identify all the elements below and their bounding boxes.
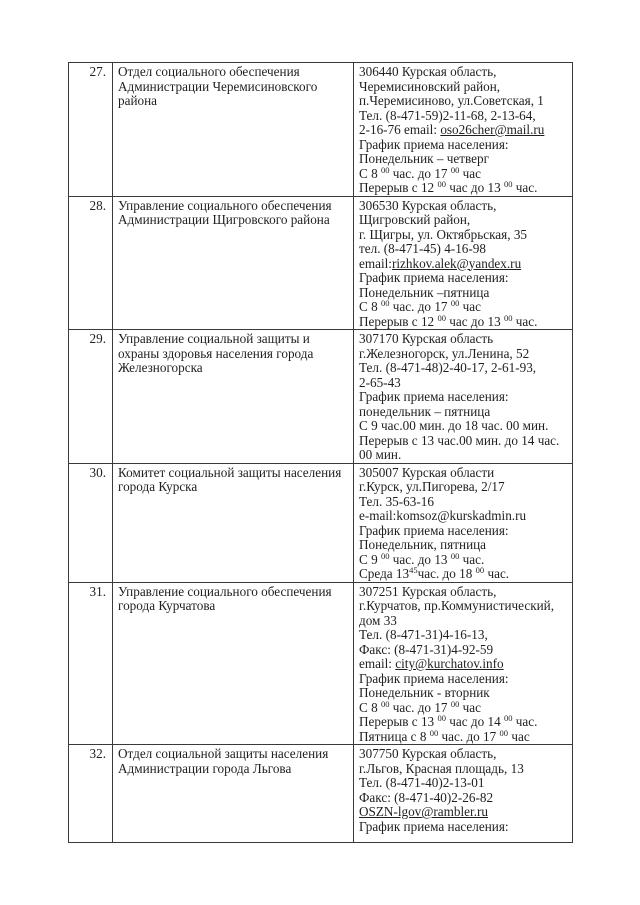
- contact-line: [359, 686, 569, 701]
- text-segment: График приема населения:: [359, 522, 509, 538]
- row-number: 32.: [69, 745, 113, 843]
- organization-name: [113, 196, 354, 330]
- contact-line: [359, 199, 569, 214]
- contact-line: [359, 599, 569, 614]
- contact-line: [359, 109, 569, 124]
- text-segment: час.: [512, 180, 538, 195]
- contact-line: [359, 524, 569, 539]
- contact-line: [359, 698, 569, 716]
- superscript-minutes: 00: [380, 164, 390, 175]
- organization-name-line: района: [118, 93, 158, 108]
- text-segment: дом 33: [359, 612, 397, 628]
- text-segment: Перерыв с 13: [359, 714, 438, 729]
- superscript-minutes: 00: [380, 550, 390, 561]
- contact-line: [359, 228, 569, 243]
- table-row: [69, 745, 573, 843]
- text-segment: Щигровский район,: [359, 212, 471, 227]
- row-number: 28.: [69, 196, 113, 330]
- text-segment: 306530 Курская область,: [359, 197, 497, 213]
- organization-name-line: Управление социальной защиты и: [118, 331, 310, 346]
- contact-line: [359, 376, 569, 391]
- contact-line: [359, 538, 569, 553]
- contact-line: [359, 567, 569, 582]
- text-segment: Среда 13: [359, 566, 410, 581]
- contact-line: [359, 715, 569, 730]
- contact-info: [354, 196, 573, 330]
- organization-name: [113, 63, 354, 197]
- contact-line: [359, 242, 569, 257]
- contact-line: [359, 80, 569, 95]
- contact-line: [359, 466, 569, 481]
- contact-line: [359, 257, 569, 272]
- email-link[interactable]: OSZN-lgov@rambler.ru: [359, 804, 488, 819]
- text-segment: С 8: [359, 299, 381, 314]
- contact-line: [359, 164, 569, 182]
- text-segment: С 9 час.00 мин. до 18 час. 00 мин.: [359, 418, 549, 433]
- text-segment: Тел. (8-471-40)2-13-01: [359, 775, 485, 790]
- contact-line: [359, 390, 569, 405]
- superscript-minutes: 00: [503, 179, 513, 189]
- text-segment: Понедельник –пятница: [359, 284, 490, 300]
- contact-line: [359, 300, 569, 315]
- text-segment: час: [459, 165, 481, 181]
- text-segment: График приема населения:: [359, 670, 509, 686]
- contact-line: [359, 213, 569, 228]
- contact-info: [354, 463, 573, 582]
- text-segment: График приема населения:: [359, 818, 509, 834]
- contact-line: [359, 495, 569, 510]
- organization-name-line: Комитет социальной защиты населения: [118, 464, 342, 480]
- text-segment: Понедельник, пятница: [359, 537, 487, 552]
- text-segment: Понедельник - вторник: [359, 685, 490, 700]
- contact-line: [359, 762, 569, 777]
- email-link[interactable]: oso26cher@mail.ru: [440, 122, 545, 137]
- contact-line: [359, 791, 569, 806]
- organization-name-line: Администрации Черемисиновского: [118, 78, 318, 94]
- contact-line: [359, 138, 569, 153]
- text-segment: час. до 17: [389, 165, 451, 181]
- text-segment: 305007 Курская области: [359, 464, 495, 480]
- table-row: [69, 330, 573, 464]
- text-segment: тел. (8-471-45) 4-16-98: [359, 241, 486, 256]
- contact-line: [359, 776, 569, 791]
- table-row: [69, 582, 573, 745]
- text-segment: Тел. (8-471-59)2-11-68, 2-13-64,: [359, 107, 536, 123]
- organization-name-line: Управление социального обеспечения: [118, 583, 332, 599]
- text-segment: г. Щигры, ул. Октябрьская, 35: [359, 226, 528, 242]
- contact-line: [359, 434, 569, 449]
- text-segment: С 8: [359, 699, 381, 715]
- organization-name: [113, 330, 354, 464]
- contact-line: [359, 347, 569, 362]
- table-row: [69, 463, 573, 582]
- row-number: 27.: [69, 63, 113, 197]
- text-segment: час.: [512, 313, 538, 329]
- contact-line: [359, 181, 569, 196]
- organization-name-line: Администрации Щигровского района: [118, 212, 330, 227]
- text-segment: 2-65-43: [359, 374, 401, 390]
- text-segment: Перерыв с 12: [359, 313, 438, 329]
- text-segment: Тел. (8-471-31)4-16-13,: [359, 627, 488, 642]
- text-segment: Черемисиновский район,: [359, 78, 501, 94]
- text-segment: Факс: (8-471-40)2-26-82: [359, 789, 494, 805]
- superscript-minutes: 00: [437, 179, 446, 189]
- superscript-minutes: 00: [450, 164, 460, 175]
- organization-name: [113, 582, 354, 745]
- superscript-minutes: 00: [450, 698, 460, 709]
- text-segment: График приема населения:: [359, 270, 509, 285]
- contact-line: [359, 448, 569, 463]
- text-segment: 307170 Курская область: [359, 331, 494, 346]
- organization-name: [113, 745, 354, 843]
- text-segment: час.: [512, 714, 538, 729]
- superscript-minutes: 00: [380, 698, 390, 709]
- superscript-minutes: 00: [437, 713, 446, 723]
- text-segment: час до 13: [445, 180, 504, 195]
- text-segment: час. до 18: [417, 566, 476, 581]
- text-segment: График приема населения:: [359, 136, 509, 152]
- text-segment: час: [508, 728, 530, 744]
- text-segment: email:: [359, 255, 392, 271]
- contact-line: [359, 509, 569, 524]
- text-segment: час: [459, 699, 481, 715]
- organization-name-line: Управление социального обеспечения: [118, 197, 332, 213]
- organization-name-line: Отдел социального обеспечения: [118, 64, 300, 79]
- text-segment: С 8: [359, 165, 381, 181]
- contact-line: [359, 286, 569, 301]
- email-link[interactable]: rizhkov.alek@yandex.ru: [391, 255, 522, 271]
- text-segment: 307750 Курская область,: [359, 746, 497, 761]
- email-link[interactable]: city@kurchatov.info: [395, 656, 504, 671]
- contact-info: [354, 745, 573, 843]
- row-number: 29.: [69, 330, 113, 464]
- contact-line: [359, 628, 569, 643]
- text-segment: Понедельник – четверг: [359, 151, 489, 166]
- text-segment: час до 14: [445, 714, 504, 729]
- contact-line: [359, 419, 569, 434]
- contact-line: [359, 65, 569, 80]
- table-row: [69, 63, 573, 197]
- contact-line: [359, 312, 569, 330]
- superscript-minutes: 00: [503, 312, 513, 323]
- text-segment: 2-16-76 email:: [359, 122, 441, 137]
- contact-line: [359, 643, 569, 658]
- contact-line: [359, 271, 569, 286]
- superscript-minutes: 00: [437, 312, 446, 323]
- text-segment: понедельник – пятница: [359, 403, 491, 419]
- superscript-minutes: 00: [380, 298, 390, 308]
- text-segment: г.Курчатов, пр.Коммунистический,: [359, 598, 555, 613]
- text-segment: График приема населения:: [359, 389, 509, 404]
- contact-line: [359, 727, 569, 745]
- text-segment: Перерыв с 12: [359, 180, 438, 195]
- organization-name-line: Администрации города Льгова: [118, 760, 292, 776]
- contact-line: [359, 614, 569, 629]
- organization-name-line: Отдел социальной защиты населения: [118, 746, 329, 761]
- contact-line: [359, 361, 569, 376]
- contact-info: [354, 63, 573, 197]
- text-segment: Тел. (8-471-48)2-40-17, 2-61-93,: [359, 360, 537, 375]
- text-segment: час. до 17: [389, 699, 451, 715]
- table-row: [69, 196, 573, 330]
- superscript-minutes: 00: [503, 713, 513, 723]
- contact-line: [359, 123, 569, 138]
- text-segment: г.Курск, ул.Пигорева, 2/17: [359, 479, 505, 494]
- text-segment: час. до 13: [389, 551, 451, 567]
- text-segment: С 9: [359, 551, 381, 567]
- contact-line: [359, 747, 569, 762]
- text-segment: e-mail:komsoz@kurskadmin.ru: [359, 508, 527, 523]
- text-segment: Пятница с 8: [359, 728, 430, 744]
- organization-name-line: города Курчатова: [118, 598, 216, 613]
- row-number: 30.: [69, 463, 113, 582]
- text-segment: 306440 Курская область,: [359, 64, 497, 79]
- contact-info: [354, 582, 573, 745]
- text-segment: час до 13: [445, 313, 504, 329]
- contact-line: [359, 332, 569, 347]
- contact-line: [359, 672, 569, 687]
- contact-line: [359, 657, 569, 672]
- text-segment: час.: [484, 566, 510, 581]
- superscript-minutes: 00: [429, 727, 439, 738]
- contact-line: [359, 820, 569, 835]
- contact-line: [359, 480, 569, 495]
- contact-line: [359, 550, 569, 568]
- text-segment: час.: [459, 551, 485, 567]
- superscript-minutes: 00: [450, 550, 460, 561]
- contact-line: [359, 152, 569, 167]
- text-segment: час: [459, 299, 481, 314]
- organization-name-line: Железногорска: [118, 360, 203, 375]
- contact-line: [359, 805, 569, 820]
- text-segment: п.Черемисиново, ул.Советская, 1: [359, 93, 544, 108]
- text-segment: email:: [359, 656, 396, 671]
- organization-name-line: города Курска: [118, 479, 198, 494]
- social-services-directory-table: [68, 62, 573, 843]
- contact-line: [359, 94, 569, 109]
- text-segment: час. до 17: [389, 299, 451, 314]
- text-segment: 307251 Курская область,: [359, 583, 497, 599]
- contact-line: [359, 585, 569, 600]
- text-segment: 00 мин.: [359, 447, 402, 462]
- text-segment: Перерыв с 13 час.00 мин. до 14 час.: [359, 432, 560, 448]
- text-segment: час. до 17: [438, 728, 500, 744]
- superscript-minutes: 00: [499, 727, 509, 738]
- superscript-minutes: 00: [450, 298, 460, 308]
- organization-name: [113, 463, 354, 582]
- superscript-minutes: 00: [475, 565, 485, 575]
- text-segment: г.Железногорск, ул.Ленина, 52: [359, 345, 530, 361]
- organization-name-line: охраны здоровья населения города: [118, 345, 314, 361]
- text-segment: г.Льгов, Красная площадь, 13: [359, 760, 524, 776]
- contact-info: [354, 330, 573, 464]
- text-segment: Факс: (8-471-31)4-92-59: [359, 641, 494, 657]
- text-segment: Тел. 35-63-16: [359, 493, 434, 509]
- contact-line: [359, 405, 569, 420]
- superscript-minutes: 45: [409, 565, 418, 575]
- table-body: [69, 63, 573, 843]
- row-number: 31.: [69, 582, 113, 745]
